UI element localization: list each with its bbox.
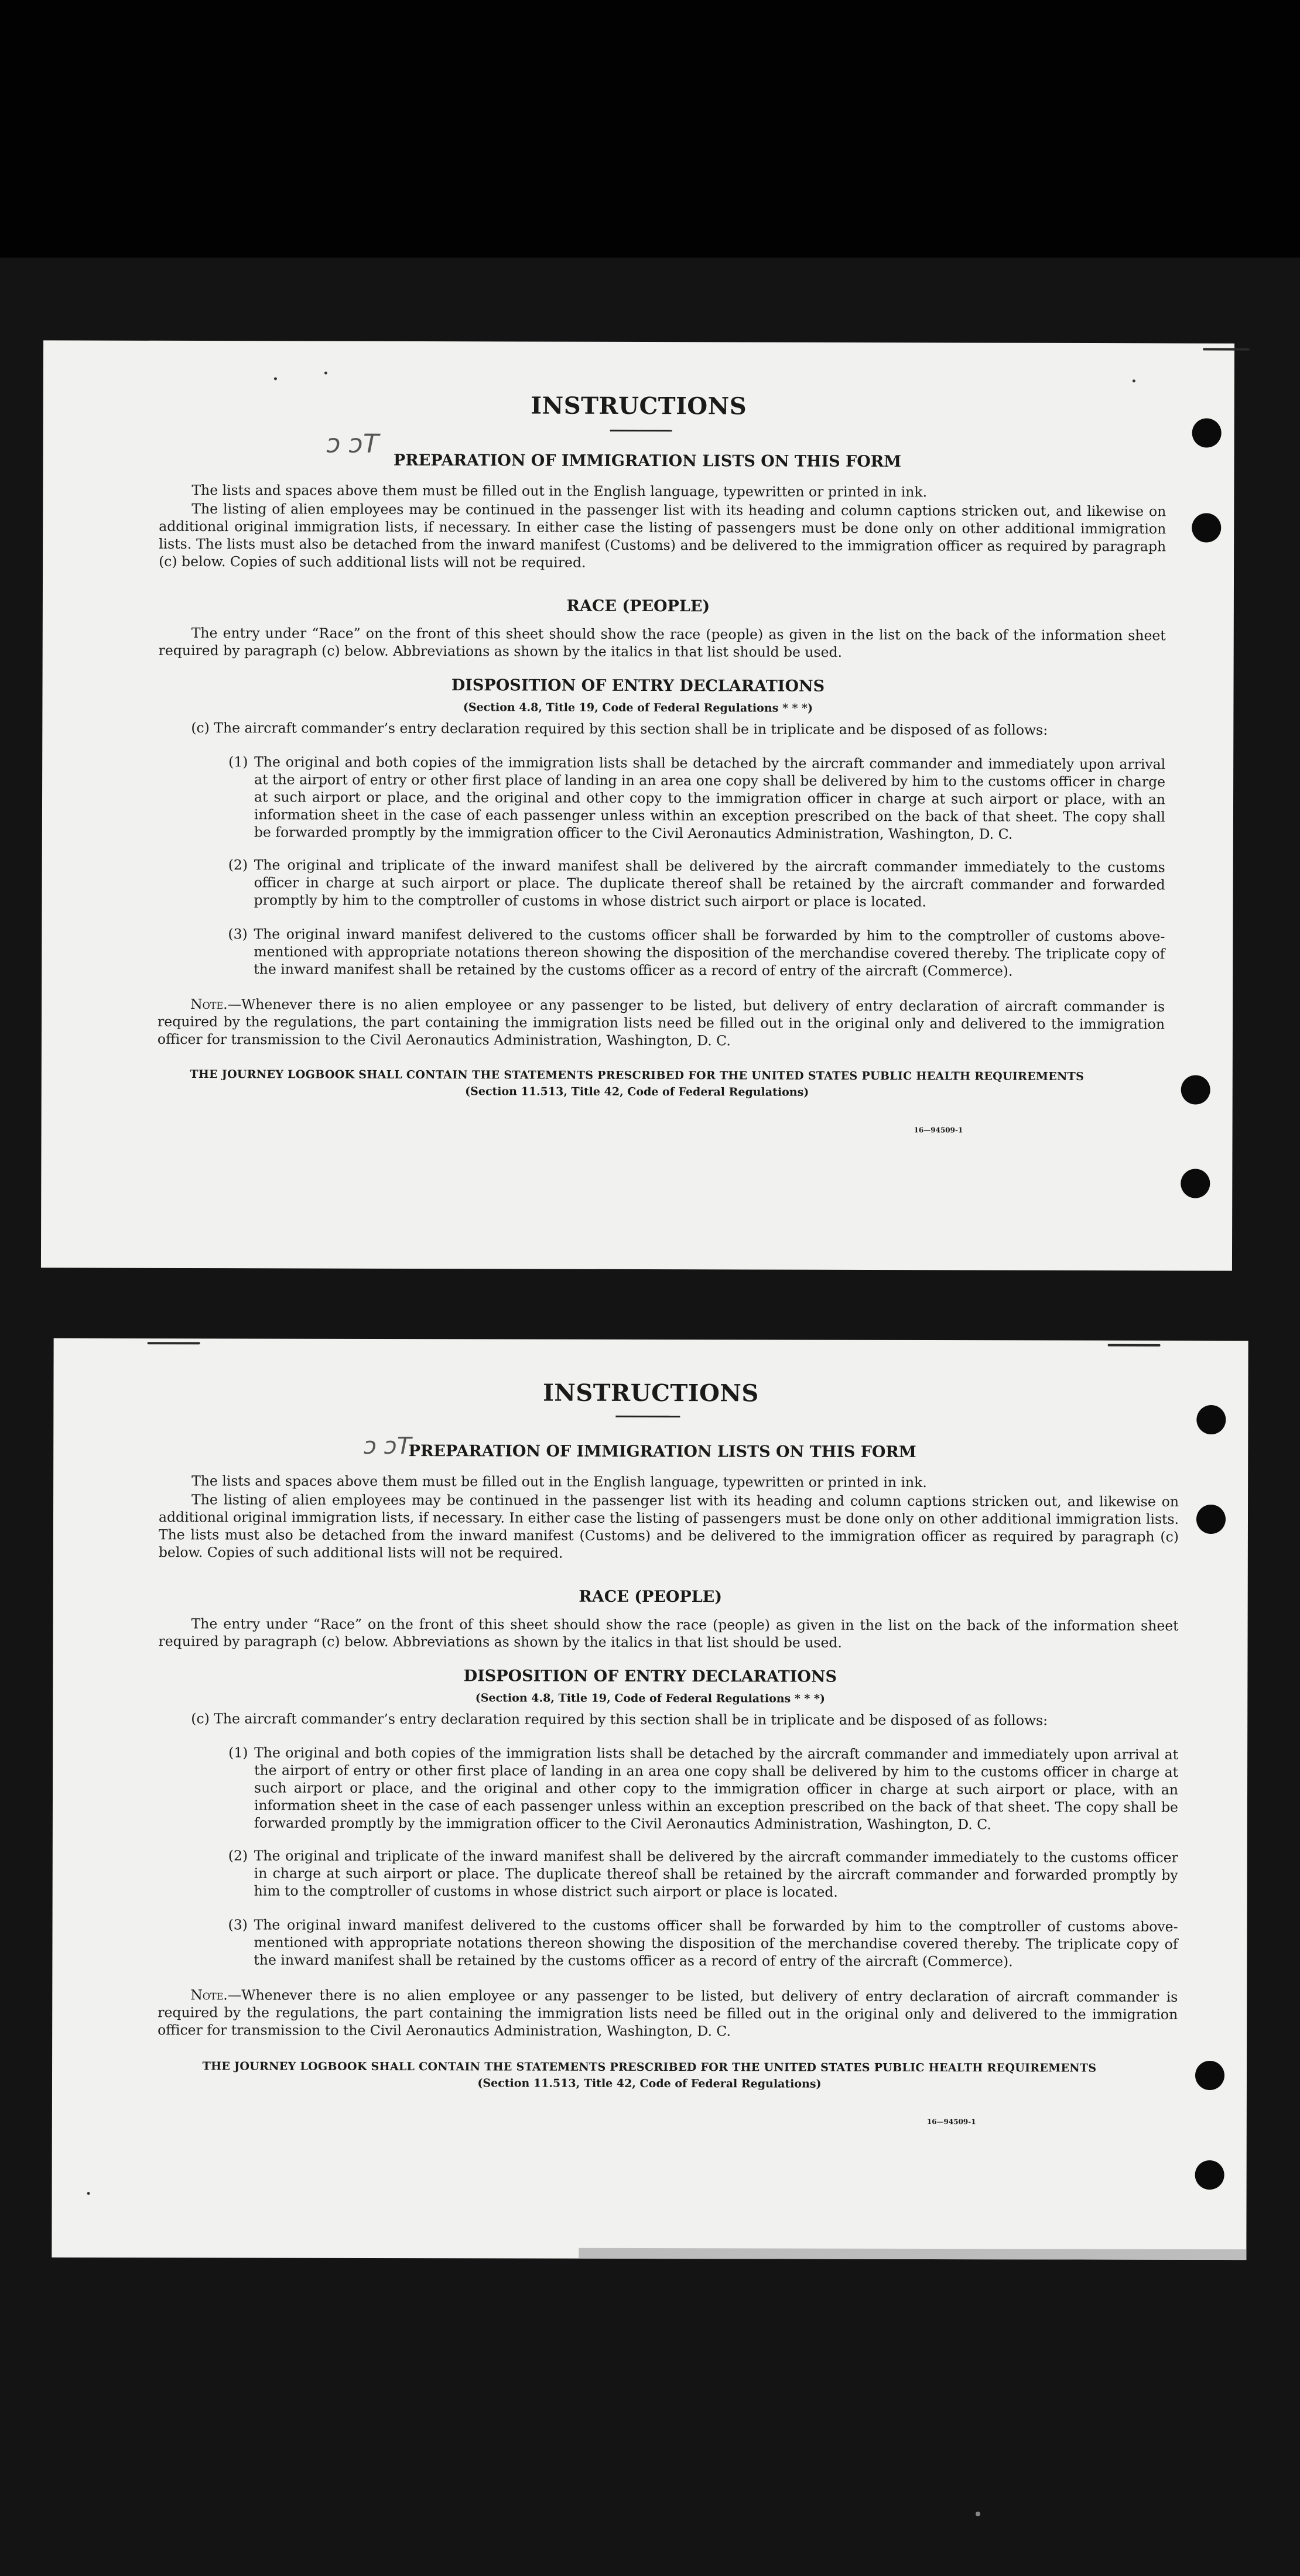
handwritten-mark: ᴐ ᴐT — [326, 429, 379, 459]
logbook-requirement: THE JOURNEY LOGBOOK SHALL CONTAIN THE STATEMENTS PRESCRIBED FOR THE UNITED STATES PUBLIC HEALTH REQUIREMENTS — [202, 2060, 1097, 2075]
list-item-text: The original inward manifest delivered to the customs officer shall be forwarded by him to the comptroller of customs above-mentioned with appropriate notations thereon showing the disposition of the merchandise covered thereby. The triplicate copy of the inward manifest shall be retained by the customs officer as a record of entry of the aircraft (Commerce). — [254, 1916, 1178, 1970]
title-rule — [610, 430, 672, 431]
logbook-reference: (Section 11.513, Title 42, Code of Federal Regulations) — [465, 1085, 809, 1099]
paper-curl — [148, 1342, 200, 1344]
note-lead: Note. — [190, 1986, 228, 2003]
section-heading-disposition: DISPOSITION OF ENTRY DECLARATIONS — [463, 1667, 837, 1686]
logbook-requirement: THE JOURNEY LOGBOOK SHALL CONTAIN THE STATEMENTS PRESCRIBED FOR THE UNITED STATES PUBLIC HEALTH REQUIREMENTS — [190, 1068, 1085, 1083]
list-item-number: (1) — [228, 753, 248, 770]
section-heading-race: RACE (PEOPLE) — [566, 597, 710, 616]
paper-curl — [1108, 1344, 1161, 1347]
section-disposition-reference: (Section 4.8, Title 19, Code of Federal Regulations * * *) — [475, 1691, 825, 1705]
list-item — [228, 856, 1165, 911]
section-heading-preparation: PREPARATION OF IMMIGRATION LISTS ON THIS FORM — [393, 451, 902, 471]
section-heading-preparation: PREPARATION OF IMMIGRATION LISTS ON THIS FORM — [408, 1442, 916, 1461]
list-item-text: The original and triplicate of the inward manifest shall be delivered by the aircraft commander immediately to the customs officer in charge at such airport or place. The duplicate thereof shall be retained by the aircraft commander and forwarded promptly by him to the comptroller of customs in whose district such airport or place is located. — [254, 1847, 1178, 1900]
punch-hole — [1196, 1505, 1226, 1534]
form-code: 16—94509-1 — [914, 1126, 963, 1135]
list-item-text: The original and both copies of the immigration lists shall be detached by the aircraft commander and immediately upon arrival at the airport of entry or other first place of landing in an area one copy shall be delivered by him to the customs officer in charge at such airport or place, and the original and other copy to the immigration officer in charge at such airport or place, with an information sheet in the case of each passenger unless within an exception prescribed on the back of that sheet. The copy shall be forwarded promptly by the immigration officer to the Civil Aeronautics Administration, Washington, D. C. — [254, 1744, 1179, 1833]
dust-speck — [976, 2512, 980, 2516]
paper-edge — [579, 2248, 1246, 2260]
section-disposition-reference: (Section 4.8, Title 19, Code of Federal Regulations * * *) — [463, 701, 813, 715]
form-code: 16—94509-1 — [926, 2117, 976, 2126]
list-item — [228, 1916, 1178, 1971]
paragraph-note — [158, 1986, 1178, 2041]
punch-hole — [1181, 1169, 1210, 1198]
section-heading-disposition: DISPOSITION OF ENTRY DECLARATIONS — [451, 676, 825, 696]
paragraph-c: (c) The aircraft commander’s entry declaration required by this section shall be in triplicate and be disposed of as follows: — [191, 1710, 1048, 1729]
section-heading-race: RACE (PEOPLE) — [579, 1587, 723, 1606]
paper-curl — [1203, 348, 1250, 351]
list-item — [228, 753, 1166, 843]
note-lead: Note. — [190, 996, 228, 1013]
scanner-top-margin — [0, 0, 1300, 258]
paragraph-race: The entry under “Race” on the front of this sheet should show the race (people) as given in the list on the back of the information sheet required by paragraph (c) below. Abbreviations as shown by the italics in that list should be used. — [158, 625, 1166, 660]
list-item-number: (2) — [228, 1847, 248, 1864]
list-item — [228, 925, 1165, 980]
paragraph-c: (c) The aircraft commander’s entry declaration required by this section shall be in triplicate and be disposed of as follows: — [191, 720, 1048, 738]
list-item — [228, 1744, 1179, 1834]
speck — [274, 377, 277, 380]
list-item-text: The original inward manifest delivered to the customs officer shall be forwarded by him to the comptroller of customs above-mentioned with appropriate notations thereon showing the disposition of the merchandise covered thereby. The triplicate copy of the inward manifest shall be retained by the customs officer as a record of entry of the aircraft (Commerce). — [254, 926, 1165, 979]
list-item-number: (2) — [228, 857, 248, 873]
paragraph-note — [158, 995, 1165, 1051]
instructions-sheet-2 — [52, 1338, 1248, 2260]
paragraph-race: The entry under “Race” on the front of this sheet should show the race (people) as given in the list on the back of the information sheet required by paragraph (c) below. Abbreviations as shown by the italics in that list should be used. — [158, 1615, 1179, 1651]
list-item-number: (3) — [228, 1916, 248, 1933]
list-item-number: (1) — [228, 1744, 248, 1761]
note-text: —Whenever there is no alien employee or any passenger to be listed, but delivery of entry declaration of aircraft commander is required by the regulations, the part containing the immigration lists need be filled out in the original only and delivered to the immigration officer for transmission to the Civil Aeronautics Administration, Washington, D. C. — [158, 1986, 1178, 2040]
speck — [324, 372, 327, 375]
title-rule — [615, 1416, 680, 1417]
list-item-text: The original and both copies of the immigration lists shall be detached by the aircraft commander and immediately upon arrival at the airport of entry or other first place of landing in an area one copy shall be delivered by him to the customs officer in charge at such airport or place, and the original and other copy to the immigration officer in charge at such airport or place, with an information sheet in the case of each passenger unless within an exception prescribed on the back of that sheet. The copy shall be forwarded promptly by the immigration officer to the Civil Aeronautics Administration, Washington, D. C. — [254, 753, 1166, 842]
note-text: —Whenever there is no alien employee or any passenger to be listed, but delivery of entry declaration of aircraft commander is required by the regulations, the part containing the immigration lists need be filled out in the original only and delivered to the immigration officer for transmission to the Civil Aeronautics Administration, Washington, D. C. — [157, 996, 1165, 1049]
list-item-text: The original and triplicate of the inward manifest shall be delivered by the aircraft commander immediately to the customs officer in charge at such airport or place. The duplicate thereof shall be retained by the aircraft commander and forwarded promptly by him to the comptroller of customs in whose district such airport or place is located. — [254, 857, 1165, 910]
punch-hole — [1195, 2160, 1224, 2190]
punch-hole — [1192, 513, 1221, 542]
punch-hole — [1192, 418, 1222, 447]
paragraph-listing: The listing of alien employees may be continued in the passenger list with its heading and column captions stricken out, and likewise on additional original immigration lists, if necessary. In either case the listing of passengers must be done only on other additional immigration lists. The lists must also be detached from the inward manifest (Customs) and be delivered to the immigration officer as required by paragraph (c) below. Copies of such additional lists will not be required. — [158, 1491, 1179, 1561]
paragraph-lists: The lists and spaces above them must be filled out in the English language, typewritten or printed in ink. — [191, 1472, 927, 1491]
speck — [87, 2192, 90, 2195]
logbook-reference: (Section 11.513, Title 42, Code of Federal Regulations) — [477, 2077, 822, 2091]
page-title: INSTRUCTIONS — [543, 1379, 759, 1407]
page-title: INSTRUCTIONS — [531, 392, 747, 420]
list-item — [228, 1847, 1178, 1902]
handwritten-mark: ᴐ ᴐT — [364, 1432, 412, 1460]
list-item-number: (3) — [228, 926, 248, 943]
paragraph-lists: The lists and spaces above them must be filled out in the English language, typewritten or printed in ink. — [191, 482, 928, 501]
punch-hole — [1196, 1405, 1226, 1434]
speck — [1133, 379, 1135, 382]
paragraph-listing: The listing of alien employees may be continued in the passenger list with its heading and column captions stricken out, and likewise on additional original immigration lists, if necessary. In either case the listing of passengers must be done only on other additional immigration lists. The lists must also be detached from the inward manifest (Customs) and be delivered to the immigration officer as required by paragraph (c) below. Copies of such additional lists will not be required. — [159, 501, 1166, 571]
instructions-sheet-1 — [41, 340, 1234, 1270]
